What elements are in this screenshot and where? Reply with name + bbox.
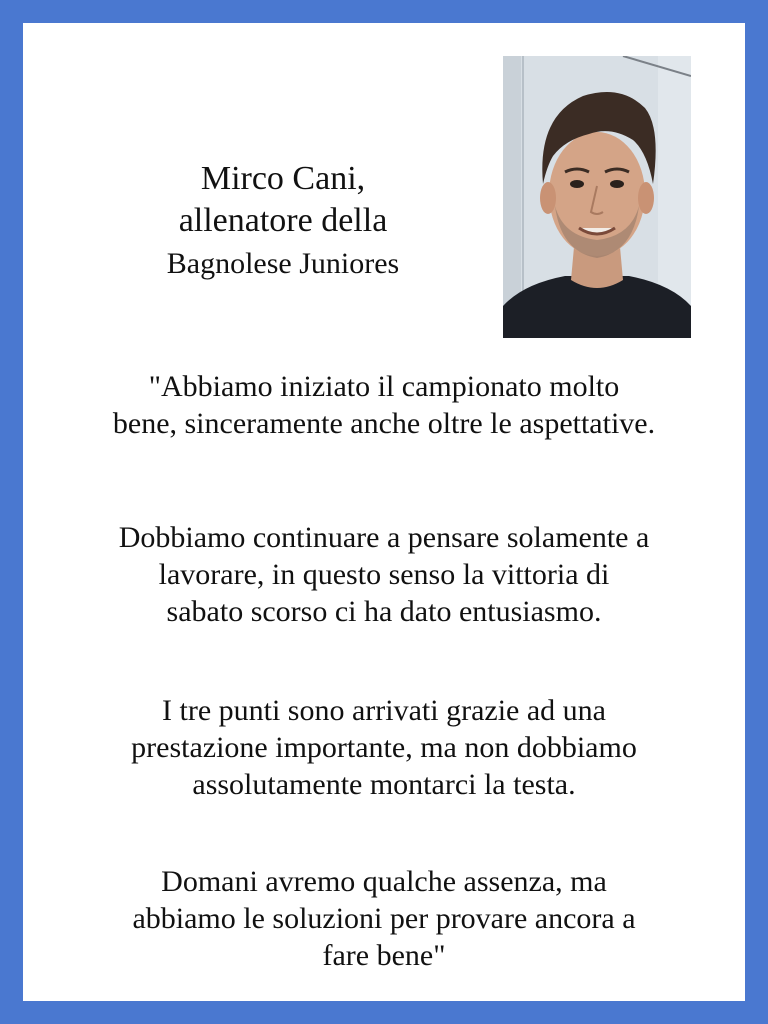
coach-photo — [503, 56, 691, 338]
coach-header — [108, 158, 458, 286]
quote-paragraph-3 — [23, 692, 745, 803]
card — [23, 23, 745, 1001]
quote-line: lavorare, in questo senso la vittoria di — [158, 558, 610, 591]
quote-line: assolutamente montarci la testa. — [192, 768, 576, 801]
coach-name: Mirco Cani, — [200, 160, 366, 197]
team-name: Bagnolese Juniores — [166, 247, 400, 280]
quote-paragraph-4 — [23, 863, 745, 974]
quote-line: abbiamo le soluzioni per provare ancora a — [132, 902, 636, 935]
quote-line: Domani avremo qualche assenza, ma — [161, 865, 607, 898]
quote-line: prestazione importante, ma non dobbiamo — [131, 731, 637, 764]
coach-role: allenatore della — [178, 202, 388, 239]
quote-line: bene, sinceramente anche oltre le aspettative. — [112, 407, 656, 440]
coach-portrait-icon — [503, 56, 691, 338]
quote-line: fare bene" — [322, 939, 446, 972]
quote-line: I tre punti sono arrivati grazie ad una — [162, 694, 606, 727]
quote-line: Dobbiamo continuare a pensare solamente a — [118, 521, 650, 554]
quote-paragraph-2 — [23, 519, 745, 630]
quote-line: "Abbiamo iniziato il campionato molto — [148, 370, 620, 403]
quote-line: sabato scorso ci ha dato entusiasmo. — [166, 595, 602, 628]
quote-paragraph-1 — [23, 368, 745, 442]
